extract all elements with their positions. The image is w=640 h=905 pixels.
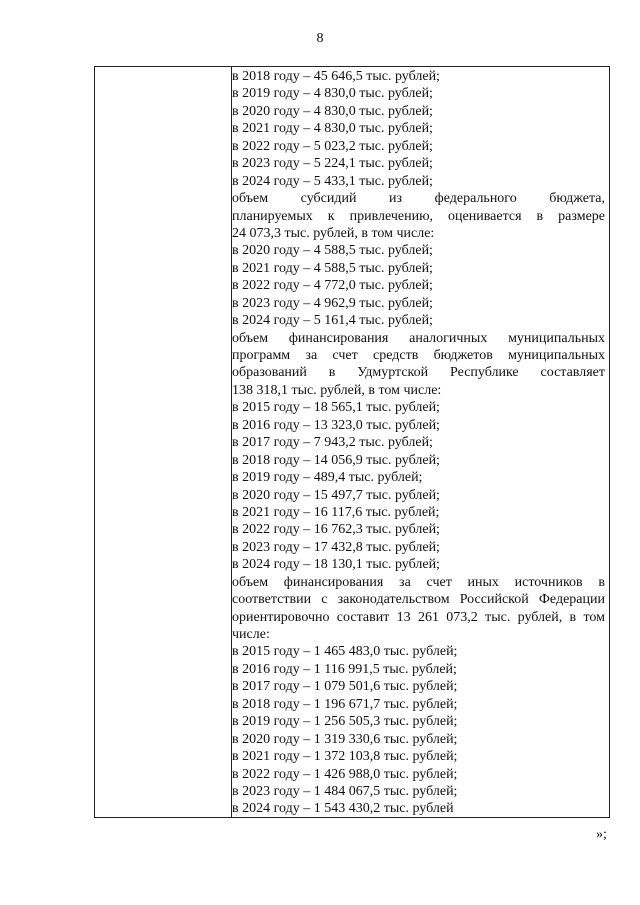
text-line: в 2016 году – 1 116 991,5 тыс. рублей;: [232, 661, 457, 677]
text-line: 138 318,1 тыс. рублей, в том числе:: [232, 382, 442, 398]
text-line: 24 073,3 тыс. рублей, в том числе:: [232, 225, 435, 241]
text-line: в 2018 году – 45 646,5 тыс. рублей;: [232, 69, 440, 84]
text-line: в 2021 году – 1 372 103,8 тыс. рублей;: [232, 749, 458, 765]
text-line: в 2023 году – 4 962,9 тыс. рублей;: [232, 295, 433, 311]
passport-table: [94, 66, 610, 818]
text-line: в 2015 году – 1 465 483,0 тыс. рублей;: [232, 644, 458, 660]
text-line: в 2016 году – 13 323,0 тыс. рублей;: [232, 417, 440, 433]
text-line: в 2017 году – 1 079 501,6 тыс. рублей;: [232, 679, 458, 695]
text-line: в 2024 году – 18 130,1 тыс. рублей;: [232, 557, 440, 573]
text-line: в 2021 году – 4 830,0 тыс. рублей;: [232, 121, 433, 137]
text-line: соответствии с законодательством Российской Федерации: [232, 592, 605, 608]
page-number: 8: [316, 31, 324, 46]
text-line: в 2022 году – 5 023,2 тыс. рублей;: [232, 138, 433, 154]
text-line: числе:: [232, 627, 270, 642]
text-line: в 2019 году – 489,4 тыс. рублей;: [232, 470, 423, 486]
text-line: в 2022 году – 1 426 988,0 тыс. рублей;: [232, 766, 458, 782]
text-line: в 2024 году – 5 161,4 тыс. рублей;: [232, 313, 433, 329]
text-line: в 2019 году – 1 256 505,3 тыс. рублей;: [232, 714, 458, 730]
text-line: в 2015 году – 18 565,1 тыс. рублей;: [232, 400, 440, 416]
text-line: в 2023 году – 5 224,1 тыс. рублей;: [232, 156, 433, 172]
table-left-cell: [95, 67, 231, 817]
text-line: в 2024 году – 1 543 430,2 тыс. рублей: [232, 801, 454, 817]
text-line: программ за счет средств бюджетов муниципальных: [232, 348, 605, 363]
text-line: в 2022 году – 16 762,3 тыс. рублей;: [232, 522, 440, 538]
text-line: планируемых к привлечению, оценивается в размере: [232, 208, 605, 224]
text-line: в 2020 году – 4 588,5 тыс. рублей;: [232, 243, 433, 259]
text-line: объем субсидий из федерального бюджета,: [232, 191, 605, 207]
text-line: в 2020 году – 1 319 330,6 тыс. рублей;: [232, 731, 458, 747]
text-line: в 2018 году – 14 056,9 тыс. рублей;: [232, 452, 440, 468]
text-line: в 2022 году – 4 772,0 тыс. рублей;: [232, 278, 433, 294]
text-line: в 2021 году – 4 588,5 тыс. рублей;: [232, 260, 433, 276]
table-right-cell: [232, 68, 605, 818]
text-line: образований в Удмуртской Республике составляет: [232, 365, 605, 381]
text-line: ориентировочно составит 13 261 073,2 тыс. рублей, в том: [232, 609, 605, 625]
text-line: в 2018 году – 1 196 671,7 тыс. рублей;: [232, 696, 458, 712]
text-line: объем финансирования за счет иных источников в: [232, 574, 605, 590]
text-line: в 2023 году – 1 484 067,5 тыс. рублей;: [232, 783, 458, 799]
text-line: в 2024 году – 5 433,1 тыс. рублей;: [232, 173, 433, 189]
closing-quote-mark: »;: [596, 827, 607, 842]
text-line: в 2023 году – 17 432,8 тыс. рублей;: [232, 539, 440, 555]
text-line: объем финансирования аналогичных муниципальных: [232, 330, 605, 346]
text-line: в 2020 году – 4 830,0 тыс. рублей;: [232, 103, 433, 119]
text-line: в 2017 году – 7 943,2 тыс. рублей;: [232, 435, 433, 451]
text-line: в 2020 году – 15 497,7 тыс. рублей;: [232, 487, 440, 503]
text-line: в 2021 году – 16 117,6 тыс. рублей;: [232, 504, 440, 520]
text-line: в 2019 году – 4 830,0 тыс. рублей;: [232, 86, 433, 102]
